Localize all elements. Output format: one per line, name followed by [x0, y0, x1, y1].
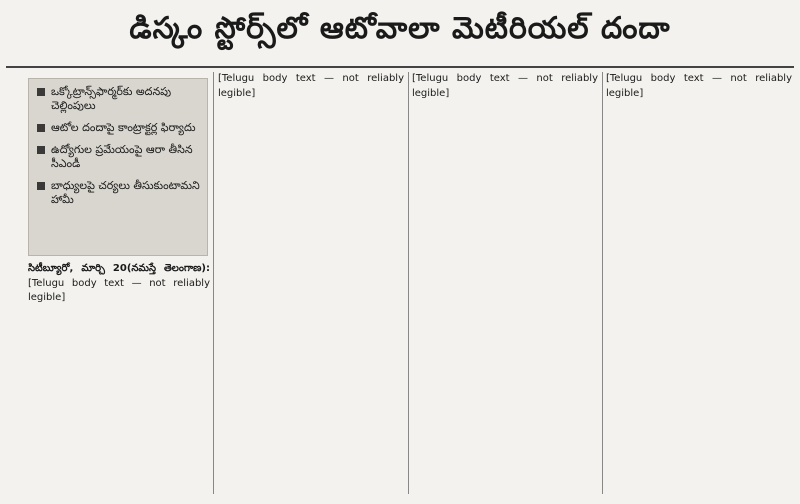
headline-rule: [6, 66, 794, 68]
highlight-item: [37, 143, 201, 171]
article-column-2: [218, 72, 404, 494]
headline: డిస్కం స్టోర్స్‌లో ఆటోవాలా మెటీరియల్ దందా: [129, 11, 671, 46]
bullet-icon: [37, 146, 45, 154]
highlight-text: బాధ్యులపై చర్యలు తీసుకుంటామని హామీ: [51, 179, 200, 206]
column-divider: [213, 72, 214, 494]
column-text: [Telugu body text — not reliably legible]: [412, 73, 598, 99]
dateline: సిటీబ్యూరో, మార్చి 20(నమస్తే తెలంగాణ):: [28, 263, 210, 274]
column-text: [Telugu body text — not reliably legible]: [606, 73, 792, 99]
column-divider: [408, 72, 409, 494]
article-column-4: [606, 72, 792, 494]
column-text: [Telugu body text — not reliably legible]: [218, 73, 404, 99]
highlight-item: [37, 179, 201, 207]
highlights-box: [28, 78, 208, 256]
highlight-item: [37, 121, 201, 135]
bullet-icon: [37, 182, 45, 190]
column-text: [Telugu body text — not reliably legible]: [28, 277, 210, 304]
bullet-icon: [37, 88, 45, 96]
highlight-text: ఆటోల దందాపై కాంట్రాక్టర్ల ఫిర్యాదు: [51, 121, 196, 134]
article-column-3: [412, 72, 598, 494]
column-divider: [602, 72, 603, 494]
highlight-text: ఒక్కోట్రాన్స్‌ఫార్మర్‌కు అదనపు చెల్లింపులు: [51, 85, 172, 112]
highlight-text: ఉద్యోగుల ప్రమేయంపై ఆరా తీసిన సీఎండీ: [51, 143, 193, 170]
highlight-item: [37, 85, 201, 113]
bullet-icon: [37, 124, 45, 132]
article-column-1: [28, 262, 210, 494]
